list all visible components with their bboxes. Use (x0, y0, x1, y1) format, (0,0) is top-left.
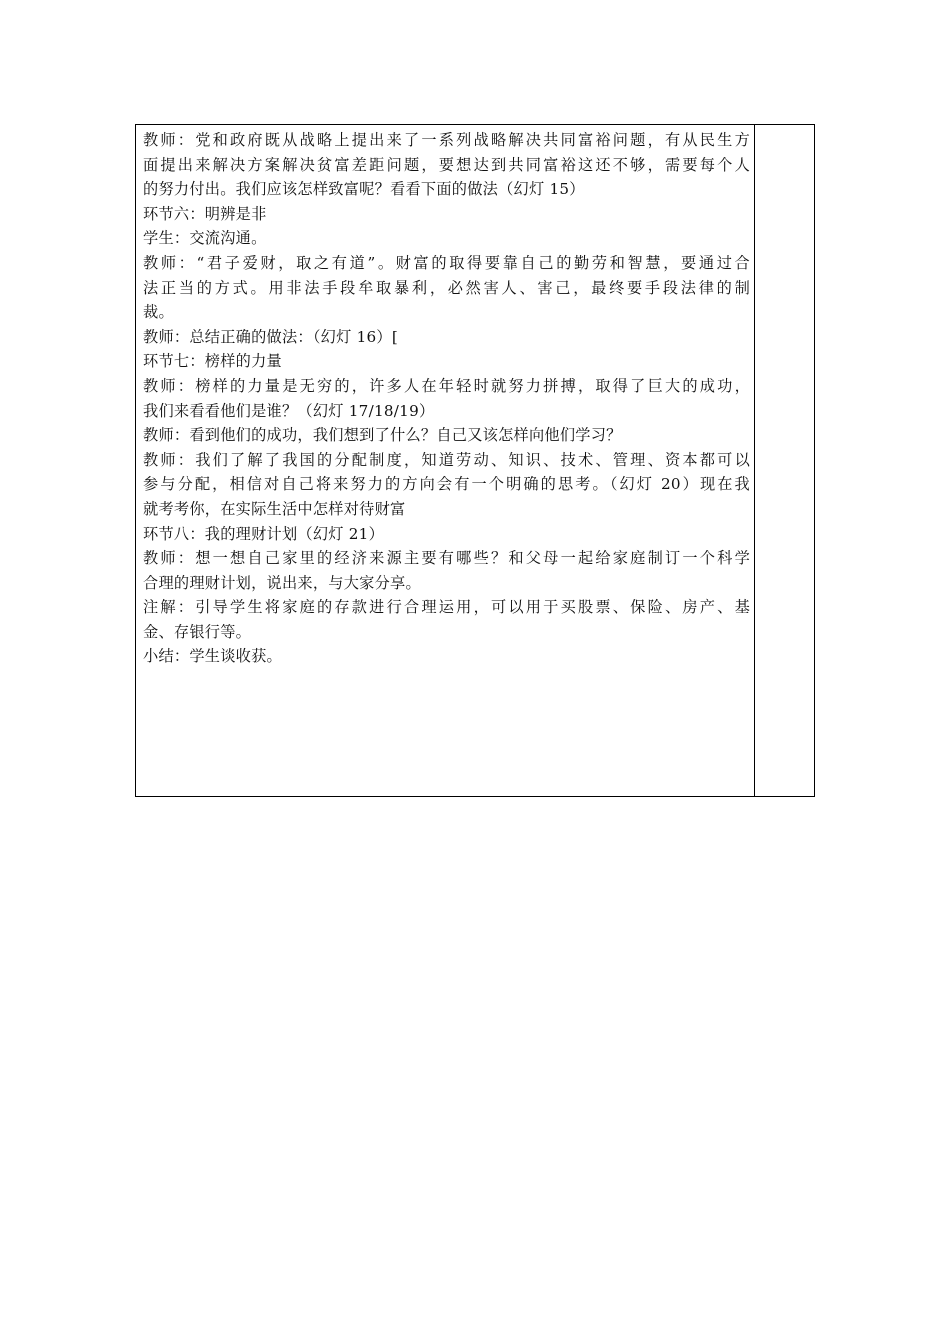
text-line: 金、存银行等。 (143, 622, 252, 641)
text-line: 法正当的方式。用非法手段牟取暴利，必然害人、害己，最终要手段法律的制 (143, 278, 750, 297)
text-line: 小结：学生谈收获。 (143, 647, 282, 666)
text-line: 合理的理财计划，说出来，与大家分享。 (143, 573, 421, 592)
text-line: 教师：看到他们的成功，我们想到了什么？自己又该怎样向他们学习？ (143, 426, 622, 445)
lesson-table (135, 124, 815, 797)
notes-cell (755, 125, 814, 796)
text-line: 教师：想一想自己家里的经济来源主要有哪些？和父母一起给家庭制订一个科学 (143, 549, 750, 568)
text-line: 面提出来解决方案解决贫富差距问题，要想达到共同富裕这还不够，需要每个人 (143, 155, 750, 174)
text-line: 学生：交流沟通。 (143, 229, 267, 248)
text-line: 环节八：我的理财计划（幻灯 21） (143, 524, 385, 543)
text-line: 环节六：明辨是非 (143, 204, 267, 223)
text-line: 教师：“君子爱财，取之有道”。财富的取得要靠自己的勤劳和智慧，要通过合 (143, 253, 750, 272)
text-line: 我们来看看他们是谁？（幻灯 17/18/19） (143, 401, 435, 420)
text-line: 就考考你，在实际生活中怎样对待财富 (143, 499, 406, 518)
text-line: 的努力付出。我们应该怎样致富呢？看看下面的做法（幻灯 15） (143, 180, 585, 199)
text-line: 教师：我们了解了我国的分配制度，知道劳动、知识、技术、管理、资本都可以 (143, 450, 750, 469)
text-line: 教师：榜样的力量是无穷的，许多人在年轻时就努力拼搏，取得了巨大的成功， (143, 376, 750, 395)
text-line: 注解：引导学生将家庭的存款进行合理运用，可以用于买股票、保险、房产、基 (143, 598, 750, 617)
text-line: 裁。 (143, 303, 174, 322)
lesson-content-cell (136, 125, 755, 796)
text-line: 教师：总结正确的做法：（幻灯 16）[ (143, 327, 399, 346)
text-line: 教师：党和政府既从战略上提出来了一系列战略解决共同富裕问题，有从民生方 (143, 131, 750, 149)
text-line: 参与分配，相信对自己将来努力的方向会有一个明确的思考。（幻灯 20）现在我 (143, 475, 750, 494)
text-line: 环节七：榜样的力量 (143, 352, 282, 371)
